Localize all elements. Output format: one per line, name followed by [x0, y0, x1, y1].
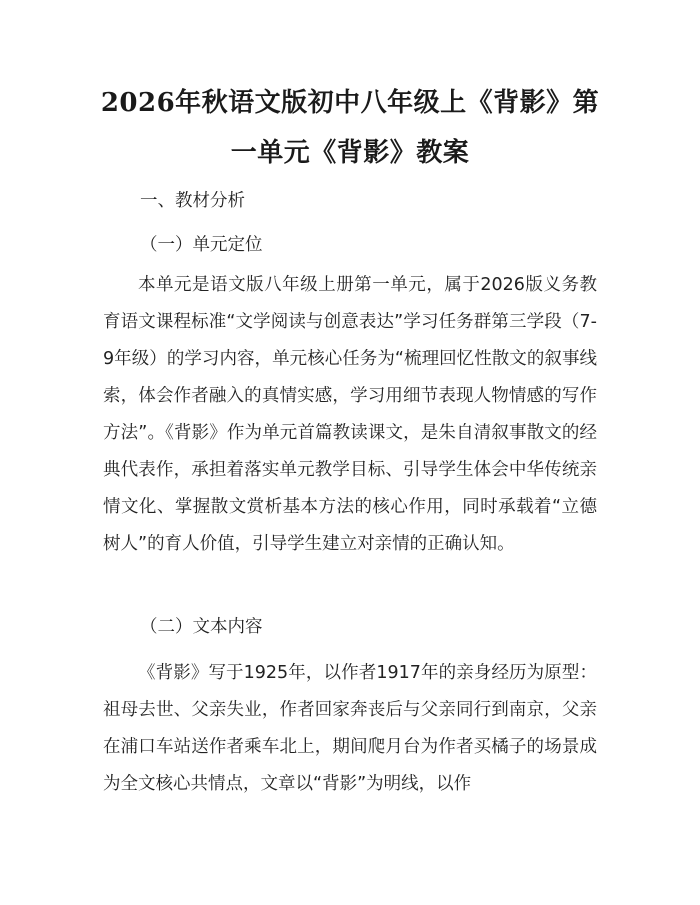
- section-heading: 一、教材分析: [140, 191, 245, 211]
- subsection-heading-text-content: （二）文本内容: [140, 617, 263, 637]
- subsection-heading-unit-positioning: （一）单元定位: [140, 235, 263, 255]
- paragraph-text-content: 《背影》写于1925年，以作者1917年的亲身经历为原型：祖母去世、父亲失业，作者回家奔丧后与父亲同行到南京，父亲在浦口车站送作者乘车北上，期间爬月台为作者买橘子的场景成为全文核心共情点，文章以“背影”为明线，以作: [103, 663, 597, 794]
- paragraph-unit-positioning: 本单元是语文版八年级上册第一单元，属于2026版义务教育语文课程标准“文学阅读与创意表达”学习任务群第三学段（7-9年级）的学习内容，单元核心任务为“梳理回忆性散文的叙事线索，体会作者融入的真情实感，学习用细节表现人物情感的写作方法”。《背影》作为单元首篇教读课文，是朱自清叙事散文的经典代表作，承担着落实单元教学目标、引导学生体会中华传统亲情文化、掌握散文赏析基本方法的核心作用，同时承载着“立德树人”的育人价值，引导学生建立对亲情的正确认知。: [103, 275, 597, 554]
- document-title: 2026年秋语文版初中八年级上《背影》第一单元《背影》教案: [100, 88, 600, 168]
